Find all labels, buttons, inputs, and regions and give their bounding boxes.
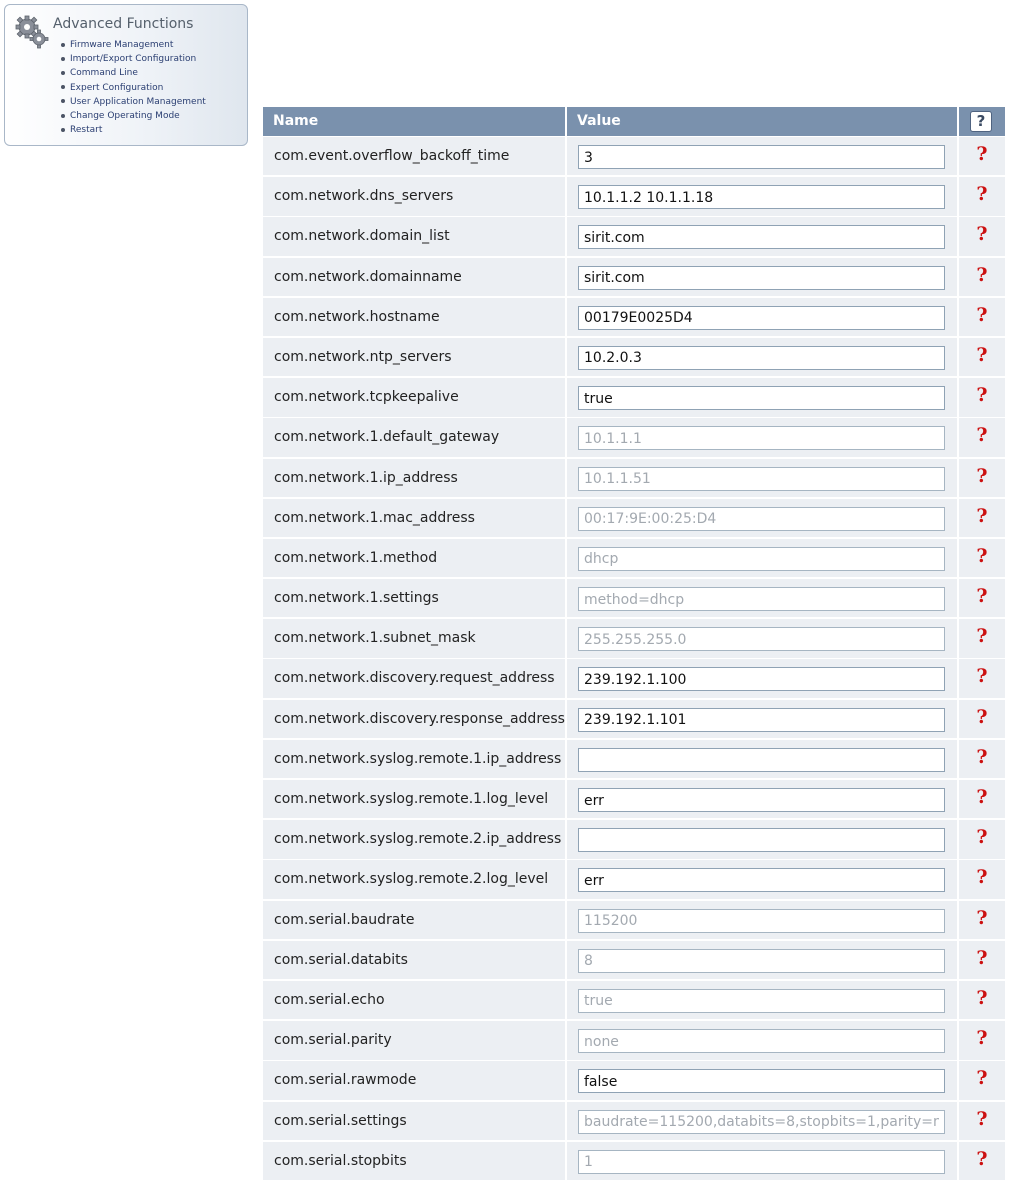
value-cell <box>567 1021 957 1059</box>
setting-value-field[interactable] <box>578 748 945 772</box>
help-question-icon[interactable]: ? <box>976 504 988 527</box>
help-cell <box>959 1102 1005 1140</box>
setting-name: com.serial.rawmode <box>263 1061 565 1099</box>
value-cell <box>567 860 957 898</box>
table-body <box>263 137 1005 1182</box>
value-cell <box>567 579 957 617</box>
setting-value-field[interactable] <box>578 346 945 370</box>
help-cell <box>959 981 1005 1019</box>
link-label[interactable]: Restart <box>70 125 103 136</box>
setting-value-field[interactable] <box>578 788 945 812</box>
name-column-header: Name <box>263 107 565 136</box>
link-label[interactable]: Import/Export Configuration <box>70 54 197 65</box>
setting-value-field[interactable] <box>578 225 945 249</box>
setting-name: com.serial.parity <box>263 1021 565 1059</box>
setting-value-field[interactable] <box>578 386 945 410</box>
help-cell <box>959 941 1005 979</box>
setting-name: com.network.1.method <box>263 539 565 577</box>
setting-value-field <box>578 426 945 450</box>
help-question-icon[interactable]: ? <box>976 986 988 1009</box>
table-row <box>263 780 1005 820</box>
bullet-icon <box>61 128 65 132</box>
help-cell <box>959 1142 1005 1180</box>
setting-name: com.serial.databits <box>263 941 565 979</box>
help-cell <box>959 539 1005 577</box>
value-cell <box>567 418 957 456</box>
link-import-export-configuration[interactable] <box>61 52 206 66</box>
value-cell <box>567 659 957 697</box>
setting-name: com.network.1.default_gateway <box>263 418 565 456</box>
setting-name: com.network.domainname <box>263 258 565 296</box>
table-row <box>263 539 1005 579</box>
help-cell <box>959 338 1005 376</box>
value-cell <box>567 217 957 255</box>
setting-name: com.serial.stopbits <box>263 1142 565 1180</box>
help-question-icon[interactable]: ? <box>976 1147 988 1170</box>
value-cell <box>567 459 957 497</box>
setting-name: com.network.1.mac_address <box>263 499 565 537</box>
setting-value-field <box>578 467 945 491</box>
table-row <box>263 418 1005 458</box>
table-row <box>263 860 1005 900</box>
link-command-line[interactable] <box>61 66 206 80</box>
help-question-icon[interactable]: ? <box>976 424 988 447</box>
setting-value-field[interactable] <box>578 708 945 732</box>
link-label[interactable]: Change Operating Mode <box>70 111 180 122</box>
setting-name: com.network.domain_list <box>263 217 565 255</box>
link-label[interactable]: Command Line <box>70 68 138 79</box>
value-cell <box>567 820 957 858</box>
setting-value-field <box>578 989 945 1013</box>
setting-value-field[interactable] <box>578 667 945 691</box>
table-header <box>263 107 1005 137</box>
table-row <box>263 1102 1005 1142</box>
value-cell <box>567 177 957 215</box>
setting-value-field[interactable] <box>578 266 945 290</box>
value-cell <box>567 619 957 657</box>
value-cell <box>567 1061 957 1099</box>
bullet-icon <box>61 85 65 89</box>
help-question-icon[interactable]: ? <box>976 745 988 768</box>
table-row <box>263 137 1005 177</box>
setting-value-field[interactable] <box>578 1069 945 1093</box>
setting-name: com.network.discovery.response_address <box>263 700 565 738</box>
setting-name: com.network.syslog.remote.1.log_level <box>263 780 565 818</box>
help-question-icon[interactable]: ? <box>976 866 988 889</box>
value-cell <box>567 1142 957 1180</box>
help-cell <box>959 499 1005 537</box>
value-cell <box>567 780 957 818</box>
bullet-icon <box>61 99 65 103</box>
help-cell <box>959 1061 1005 1099</box>
help-cell <box>959 579 1005 617</box>
advanced-links-list <box>61 38 206 137</box>
table-row <box>263 499 1005 539</box>
gears-icon <box>14 14 50 50</box>
value-cell <box>567 378 957 416</box>
setting-name: com.network.1.settings <box>263 579 565 617</box>
help-cell <box>959 217 1005 255</box>
help-cell <box>959 298 1005 336</box>
value-cell <box>567 901 957 939</box>
table-row <box>263 700 1005 740</box>
help-question-icon[interactable]: ? <box>976 183 988 206</box>
help-cell <box>959 659 1005 697</box>
help-column-header <box>959 107 1005 136</box>
setting-value-field <box>578 1029 945 1053</box>
setting-value-field <box>578 1150 945 1174</box>
help-cell <box>959 258 1005 296</box>
setting-value-field <box>578 587 945 611</box>
setting-value-field <box>578 507 945 531</box>
help-question-icon[interactable]: ? <box>976 143 988 165</box>
help-question-icon[interactable]: ? <box>976 1027 988 1050</box>
table-row <box>263 981 1005 1021</box>
setting-value-field[interactable] <box>578 828 945 852</box>
help-cell <box>959 177 1005 215</box>
value-cell <box>567 981 957 1019</box>
value-cell <box>567 499 957 537</box>
bullet-icon <box>61 57 65 61</box>
table-row <box>263 338 1005 378</box>
help-question-icon[interactable]: ? <box>976 906 988 929</box>
setting-value-field <box>578 547 945 571</box>
help-cell <box>959 740 1005 778</box>
setting-name: com.network.tcpkeepalive <box>263 378 565 416</box>
bullet-icon <box>61 43 65 47</box>
setting-name: com.event.overflow_backoff_time <box>263 137 565 175</box>
setting-name: com.network.syslog.remote.1.ip_address <box>263 740 565 778</box>
help-cell <box>959 378 1005 416</box>
setting-name: com.network.dns_servers <box>263 177 565 215</box>
help-cell <box>959 820 1005 858</box>
help-cell <box>959 700 1005 738</box>
table-row <box>263 901 1005 941</box>
value-cell <box>567 700 957 738</box>
help-cell <box>959 1021 1005 1059</box>
table-row <box>263 1021 1005 1061</box>
help-question-icon[interactable]: ? <box>976 263 988 286</box>
link-user-application-management[interactable] <box>61 95 206 109</box>
setting-value-field[interactable] <box>578 306 945 330</box>
panel-title: Advanced Functions <box>53 16 194 32</box>
value-cell <box>567 338 957 376</box>
setting-name: com.serial.baudrate <box>263 901 565 939</box>
setting-name: com.network.1.ip_address <box>263 459 565 497</box>
link-label[interactable]: Expert Configuration <box>70 82 164 93</box>
setting-name: com.network.discovery.request_address <box>263 659 565 697</box>
setting-name: com.serial.settings <box>263 1102 565 1140</box>
link-expert-configuration[interactable] <box>61 81 206 95</box>
table-row <box>263 740 1005 780</box>
setting-value-field <box>578 909 945 933</box>
setting-value-field[interactable] <box>578 868 945 892</box>
help-question-icon[interactable]: ? <box>976 625 988 648</box>
value-cell <box>567 941 957 979</box>
table-row <box>263 941 1005 981</box>
table-row <box>263 459 1005 499</box>
table-row <box>263 659 1005 699</box>
value-column-header: Value <box>567 107 957 136</box>
value-cell <box>567 740 957 778</box>
setting-value-field <box>578 627 945 651</box>
setting-value-field[interactable] <box>578 185 945 209</box>
help-question-icon[interactable]: ? <box>976 665 988 688</box>
bullet-icon <box>61 71 65 75</box>
help-question-icon[interactable]: ? <box>976 1067 988 1090</box>
setting-name: com.network.ntp_servers <box>263 338 565 376</box>
help-question-icon[interactable]: ? <box>976 585 988 608</box>
advanced-functions-panel <box>4 4 248 146</box>
help-cell <box>959 860 1005 898</box>
setting-name: com.serial.echo <box>263 981 565 1019</box>
setting-value-field <box>578 1110 945 1134</box>
table-row <box>263 1142 1005 1182</box>
table-row <box>263 378 1005 418</box>
help-question-icon[interactable]: ? <box>976 1107 988 1130</box>
table-row <box>263 217 1005 257</box>
help-question-icon[interactable]: ? <box>976 343 988 366</box>
help-question-icon[interactable]: ? <box>976 223 988 246</box>
setting-name: com.network.syslog.remote.2.log_level <box>263 860 565 898</box>
table-row <box>263 619 1005 659</box>
table-row <box>263 579 1005 619</box>
table-row <box>263 258 1005 298</box>
help-question-icon[interactable]: ? <box>976 544 988 567</box>
help-question-icon[interactable]: ? <box>976 464 988 487</box>
setting-name: com.network.syslog.remote.2.ip_address <box>263 820 565 858</box>
value-cell <box>567 539 957 577</box>
link-firmware-management[interactable] <box>61 38 206 52</box>
table-row <box>263 177 1005 217</box>
value-cell <box>567 258 957 296</box>
help-cell <box>959 619 1005 657</box>
help-question-icon[interactable]: ? <box>976 303 988 326</box>
link-restart[interactable] <box>61 123 206 137</box>
help-question-icon[interactable]: ? <box>976 826 988 849</box>
configuration-table <box>263 107 1005 1182</box>
setting-value-field[interactable] <box>578 145 945 169</box>
help-question-icon[interactable]: ? <box>976 384 988 407</box>
help-cell <box>959 137 1005 175</box>
help-question-icon[interactable]: ? <box>976 705 988 728</box>
help-question-icon[interactable]: ? <box>976 786 988 808</box>
link-label[interactable]: Firmware Management <box>70 40 174 50</box>
link-label[interactable]: User Application Management <box>70 96 206 107</box>
setting-value-field <box>578 949 945 973</box>
value-cell <box>567 137 957 175</box>
table-row <box>263 298 1005 338</box>
table-row <box>263 1061 1005 1101</box>
value-cell <box>567 298 957 336</box>
help-cell <box>959 418 1005 456</box>
help-cell <box>959 780 1005 818</box>
table-row <box>263 820 1005 860</box>
help-icon[interactable]: ? <box>970 111 992 132</box>
help-cell <box>959 901 1005 939</box>
link-change-operating-mode[interactable] <box>61 109 206 123</box>
setting-name: com.network.hostname <box>263 298 565 336</box>
bullet-icon <box>61 114 65 118</box>
help-question-icon[interactable]: ? <box>976 946 988 969</box>
help-cell <box>959 459 1005 497</box>
value-cell <box>567 1102 957 1140</box>
setting-name: com.network.1.subnet_mask <box>263 619 565 657</box>
